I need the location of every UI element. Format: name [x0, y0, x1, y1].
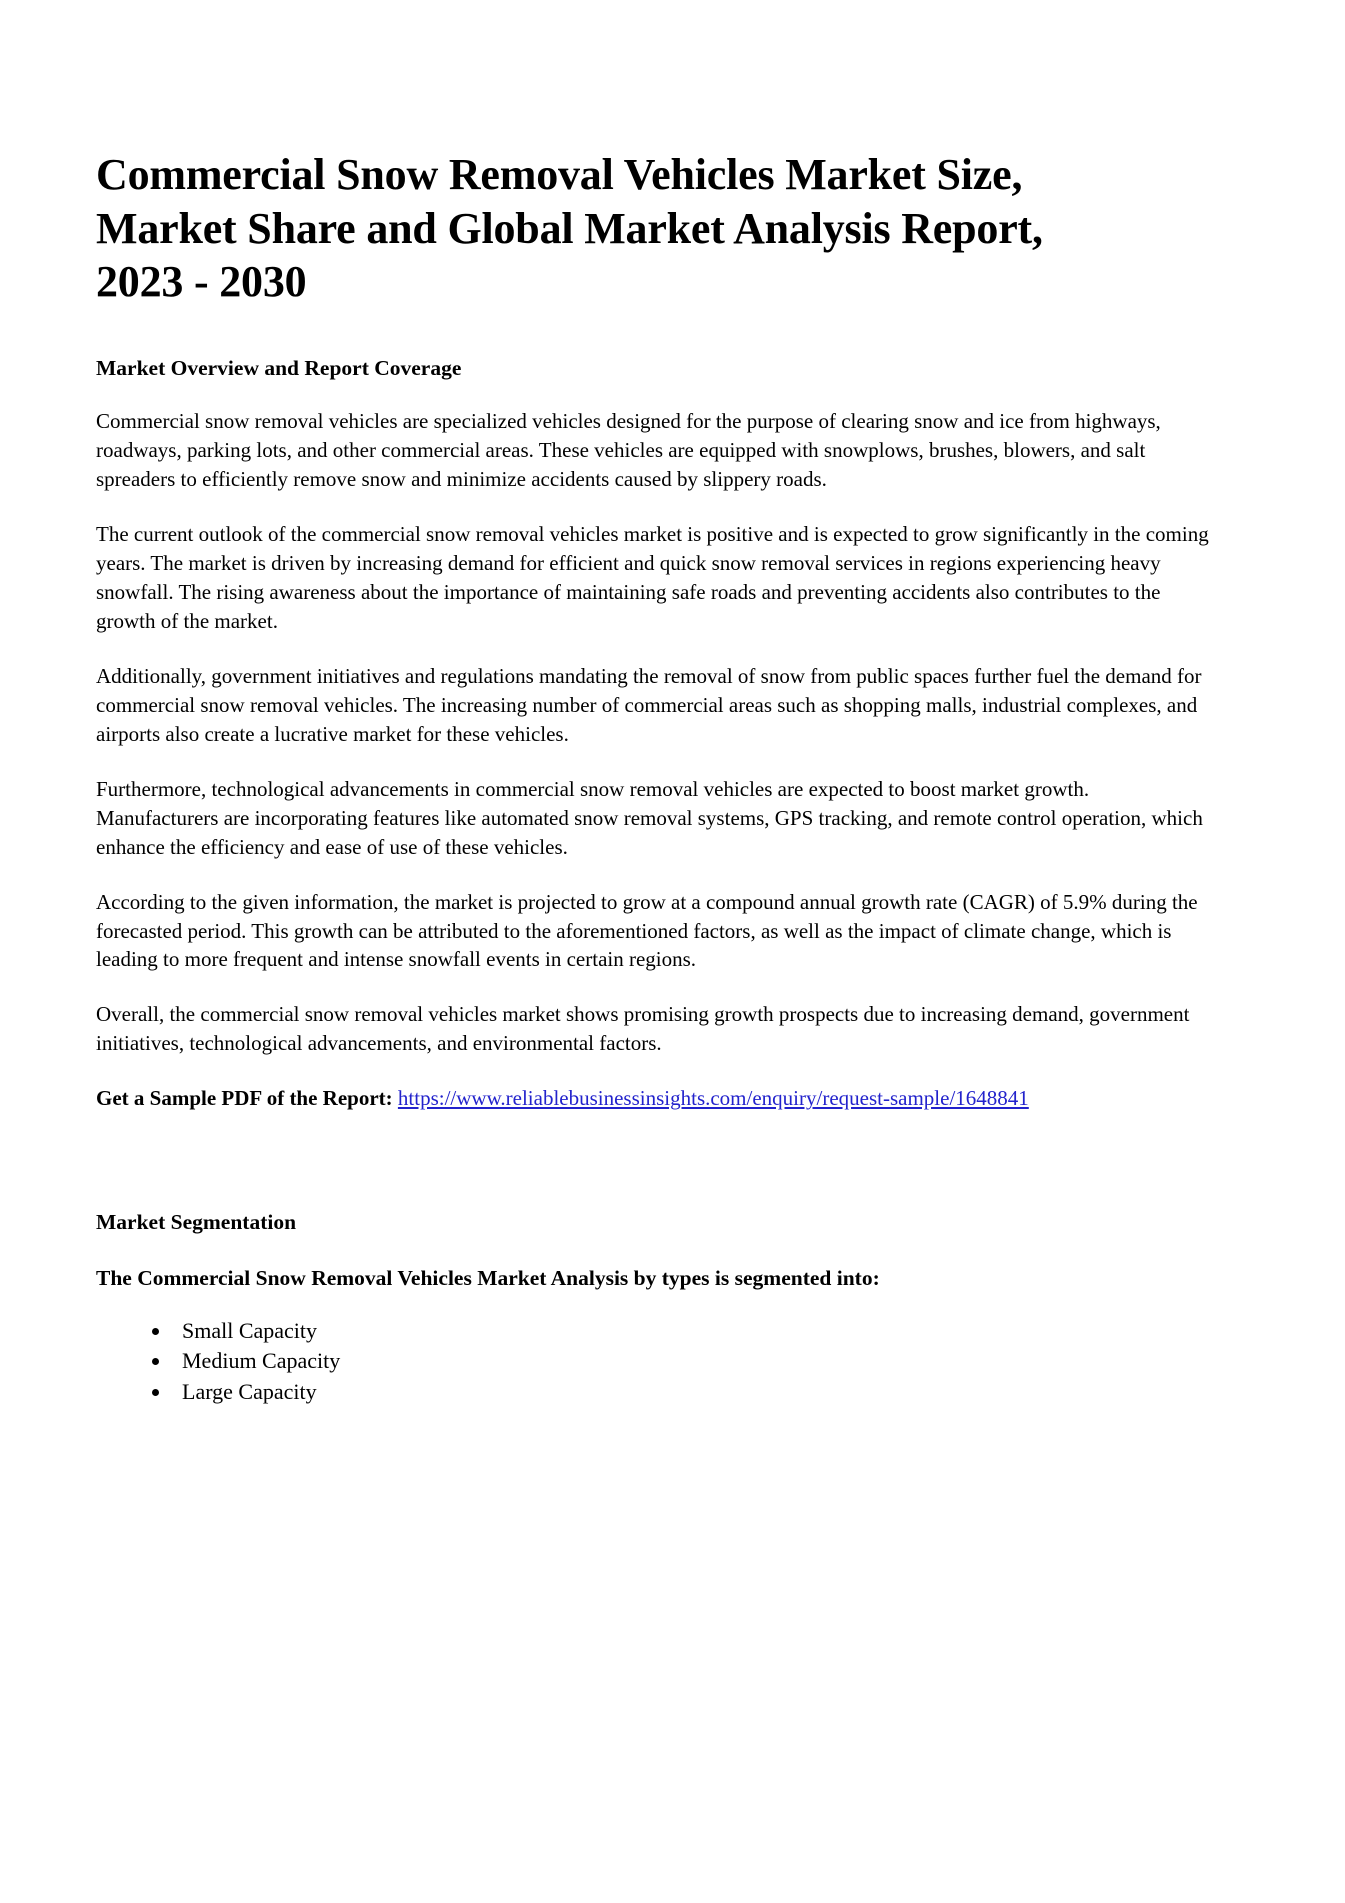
paragraph-cagr: According to the given information, the market is projected to grow at a compound annual growth rate (CAGR) of 5.9% during the forecasted period. This growth can be attributed to the aforementioned factors, as well as the impact of climate change, which is leading to more frequent and intense snowfall events in certain regions. — [96, 889, 1198, 972]
segmentation-types-list — [96, 1317, 1246, 1405]
bullet-icon — [152, 1328, 159, 1335]
bullet-icon — [152, 1358, 159, 1365]
sample-pdf-link[interactable]: https://www.reliablebusinessinsights.com/enquiry/request-sample/1648841 — [397, 1086, 1029, 1111]
section-heading-market-segmentation: Market Segmentation — [96, 1210, 297, 1235]
list-item-label: Medium Capacity — [182, 1348, 341, 1374]
list-item — [152, 1317, 1246, 1345]
paragraph-government-initiatives: Additionally, government initiatives and regulations mandating the removal of snow from public spaces further fuel the demand for commercial snow removal vehicles. The increasing number of commercial areas such as shopping malls, industrial complexes, and airports also create a lucrative market for these vehicles. — [96, 663, 1202, 746]
paragraph-technology: Furthermore, technological advancements in commercial snow removal vehicles are expected to boost market growth. Manufacturers are incorporating features like automated snow removal systems, GPS tracking, and remote control operation, which enhance the efficiency and ease of use of these vehicles. — [96, 776, 1203, 859]
list-item-label: Small Capacity — [182, 1318, 318, 1344]
sample-pdf-label: Get a Sample PDF of the Report: — [96, 1086, 393, 1111]
paragraph-outlook: The current outlook of the commercial snow removal vehicles market is positive and is expected to grow significantly in the coming years. The market is driven by increasing demand for efficient and quick snow removal services in regions experiencing heavy snowfall. The rising awareness about the importance of maintaining safe roads and preventing accidents also contributes to the growth of the market. — [96, 521, 1209, 633]
paragraph-definition: Commercial snow removal vehicles are specialized vehicles designed for the purpose of clearing snow and ice from highways, roadways, parking lots, and other commercial areas. These vehicles are equipped with snowplows, brushes, blowers, and salt spreaders to efficiently remove snow and minimize accidents caused by slippery roads. — [96, 408, 1161, 491]
page-title: Commercial Snow Removal Vehicles Market Size, Market Share and Global Market Analysis Report, 2023 - 2030 — [96, 150, 1043, 307]
bullet-icon — [152, 1389, 159, 1396]
section-heading-market-overview: Market Overview and Report Coverage — [96, 356, 462, 381]
list-item-label: Large Capacity — [182, 1378, 317, 1404]
list-item — [152, 1347, 1246, 1375]
paragraph-overall: Overall, the commercial snow removal vehicles market shows promising growth prospects due to increasing demand, government initiatives, technological advancements, and environmental factors. — [96, 1002, 1190, 1056]
document-content — [96, 148, 1246, 1408]
section-spacer — [96, 1113, 1246, 1209]
sample-pdf-line — [96, 1084, 1211, 1113]
list-item — [152, 1378, 1246, 1406]
subheading-segmentation-by-types: The Commercial Snow Removal Vehicles Market Analysis by types is segmented into: — [96, 1266, 880, 1291]
